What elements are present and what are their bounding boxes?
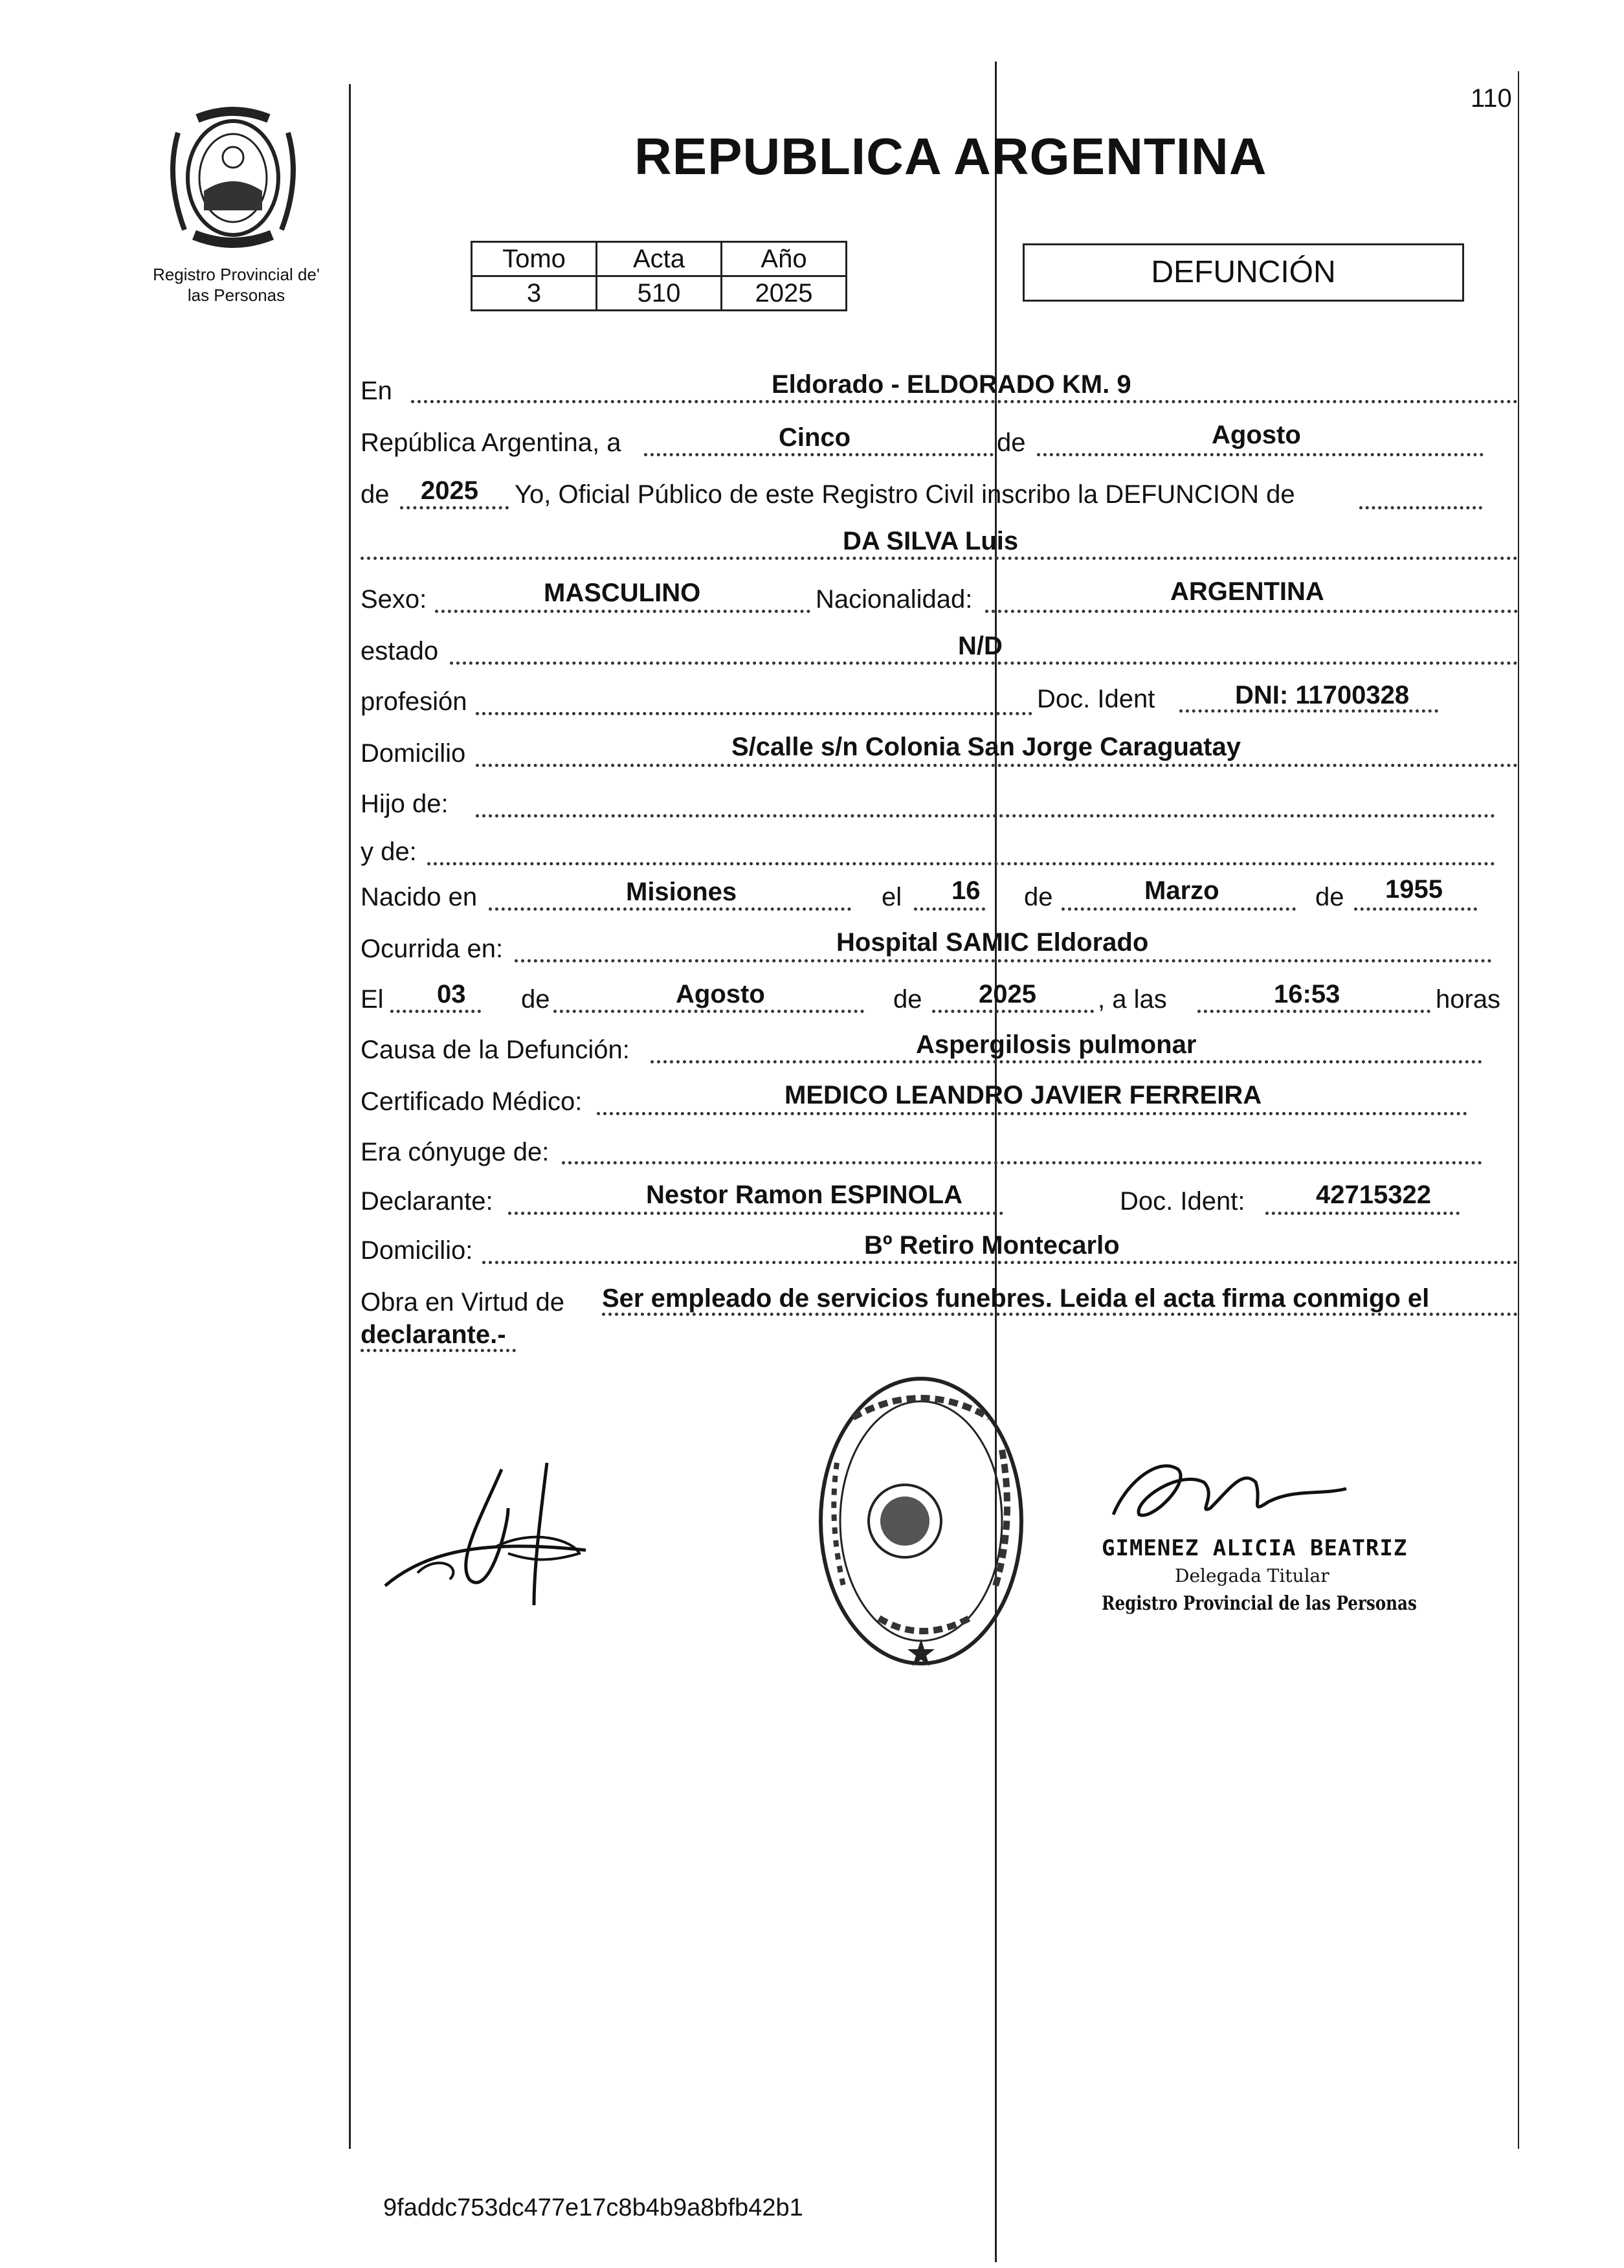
registry-line-2: las Personas: [187, 285, 285, 305]
deceased-name: DA SILVA Luis: [843, 527, 1019, 555]
birth-month-dots: [1062, 907, 1296, 911]
day-word: Cinco: [779, 423, 851, 452]
death-month: Agosto: [676, 980, 765, 1008]
obra-label: Obra en Virtud de: [361, 1288, 565, 1317]
page-title: REPUBLICA ARGENTINA: [634, 128, 1267, 185]
de-label-1: de: [997, 428, 1026, 457]
table-value-tomo: 3: [472, 276, 597, 311]
yo-dots: [1359, 506, 1482, 509]
domicilio2-value: Bº Retiro Montecarlo: [864, 1231, 1120, 1260]
sexo-label: Sexo:: [361, 585, 427, 614]
table-value-acta: 510: [597, 276, 722, 311]
ocurrida-label: Ocurrida en:: [361, 935, 504, 963]
causa-dots: [651, 1060, 1482, 1063]
certificado-label: Certificado Médico:: [361, 1087, 583, 1116]
certificado-dots: [597, 1112, 1467, 1115]
registry-line-1: Registro Provincial de': [153, 265, 320, 284]
official-name: GIMENEZ ALICIA BEATRIZ: [1102, 1535, 1408, 1561]
year-dots: [400, 506, 509, 509]
obra-value-line2: declarante.-: [361, 1320, 506, 1349]
profesion-label: profesión: [361, 687, 467, 716]
declarant-signature: [379, 1450, 625, 1618]
domicilio-dots: [476, 764, 1518, 767]
declarante-doc-value: 42715322: [1316, 1181, 1431, 1209]
estado-dots: [450, 662, 1518, 665]
el-label: el: [882, 883, 902, 911]
obra-dots-2: [361, 1349, 516, 1352]
right-margin-rule: [1518, 71, 1519, 2149]
birth-month: Marzo: [1144, 876, 1219, 905]
de-label-6: de: [893, 985, 922, 1014]
death-time: 16:53: [1274, 980, 1340, 1008]
table-header-acta: Acta: [597, 242, 722, 276]
table-value-anio: 2025: [722, 276, 847, 311]
document-hash: 9faddc753dc477e17c8b4b9a8bfb42b1: [383, 2194, 803, 2221]
left-margin-rule: [349, 84, 351, 2149]
en-value: Eldorado - ELDORADO KM. 9: [772, 370, 1131, 399]
nacido-value: Misiones: [626, 878, 737, 906]
estado-label: estado: [361, 637, 439, 665]
causa-value: Aspergilosis pulmonar: [916, 1030, 1197, 1059]
a-las-label: , a las: [1098, 985, 1167, 1014]
page-number: 110: [1471, 84, 1512, 113]
domicilio-label: Domicilio: [361, 739, 466, 768]
obra-dots-1: [602, 1313, 1518, 1316]
day-dots: [644, 453, 994, 456]
birth-day-dots: [914, 907, 985, 911]
horas-label: horas: [1436, 985, 1501, 1014]
birth-year-dots: [1354, 907, 1477, 911]
yo-text: Yo, Oficial Público de este Registro Civil inscribo la DEFUNCION de: [515, 480, 1295, 509]
declarante-dots: [508, 1212, 1003, 1215]
birth-year: 1955: [1385, 875, 1443, 904]
name-dots: [361, 557, 1518, 560]
table-header-tomo: Tomo: [472, 242, 597, 276]
en-dots: [411, 400, 1518, 403]
declarant-signature-icon: [379, 1450, 625, 1618]
declarante-value: Nestor Ramon ESPINOLA: [646, 1181, 962, 1209]
official-signature: [1100, 1443, 1359, 1534]
y-de-dots: [427, 862, 1495, 865]
obra-value-line1: Ser empleado de servicios funebres. Leida el acta firma conmigo el: [602, 1284, 1430, 1313]
causa-label: Causa de la Defunción:: [361, 1036, 630, 1064]
province-logo: [159, 107, 307, 249]
sexo-dots: [435, 610, 810, 613]
month-value: Agosto: [1212, 421, 1301, 449]
de-label-2: de: [361, 480, 390, 509]
record-table: [471, 241, 847, 311]
ocurrida-dots: [515, 959, 1492, 962]
nacido-dots: [489, 907, 851, 911]
profesion-dots: [476, 712, 1032, 715]
record-type-box: [1023, 243, 1464, 302]
death-year: 2025: [979, 980, 1036, 1008]
nacionalidad-label: Nacionalidad:: [816, 585, 973, 614]
hijo-dots: [476, 814, 1495, 817]
de-label-4: de: [1315, 883, 1344, 911]
domicilio-value: S/calle s/n Colonia San Jorge Caraguatay: [731, 733, 1241, 761]
nacionalidad-value: ARGENTINA: [1170, 577, 1324, 606]
birth-day: 16: [951, 876, 981, 905]
official-signature-icon: [1100, 1443, 1359, 1534]
nacionalidad-dots: [985, 610, 1518, 613]
death-time-dots: [1197, 1010, 1430, 1013]
declarante-label: Declarante:: [361, 1187, 493, 1216]
sexo-value: MASCULINO: [544, 579, 701, 607]
y-de-label: y de:: [361, 838, 417, 866]
ocurrida-value: Hospital SAMIC Eldorado: [836, 928, 1149, 957]
table-header-anio: Año: [722, 242, 847, 276]
conyuge-dots: [562, 1161, 1482, 1164]
declarante-doc-label: Doc. Ident:: [1120, 1187, 1245, 1216]
record-table-value-row: [472, 276, 847, 311]
republica-label: República Argentina, a: [361, 428, 621, 457]
en-label: En: [361, 377, 392, 405]
domicilio2-dots: [482, 1261, 1518, 1264]
death-day-dots: [390, 1010, 481, 1013]
record-table-header-row: [472, 242, 847, 276]
record-type: DEFUNCIÓN: [1151, 255, 1336, 289]
estado-value: N/D: [958, 632, 1003, 660]
conyuge-label: Era cónyuge de:: [361, 1138, 550, 1166]
doc-ident-value: DNI: 11700328: [1235, 681, 1410, 709]
registry-stamp-icon: [814, 1372, 1028, 1670]
death-year-dots: [932, 1010, 1094, 1013]
registry-caption: [129, 264, 343, 306]
de-label-5: de: [521, 985, 550, 1014]
official-stamp: [814, 1372, 1028, 1670]
hijo-label: Hijo de:: [361, 790, 449, 818]
official-title: Delegada Titular: [1175, 1565, 1329, 1586]
province-seal-icon: [159, 107, 307, 249]
death-day: 03: [437, 980, 466, 1008]
domicilio2-label: Domicilio:: [361, 1236, 473, 1265]
month-dots: [1037, 453, 1484, 456]
doc-ident-dots: [1179, 709, 1438, 713]
year-value: 2025: [421, 476, 478, 505]
nacido-label: Nacido en: [361, 883, 478, 911]
el-cap-label: El: [361, 985, 384, 1014]
death-month-dots: [553, 1010, 864, 1013]
doc-ident-label: Doc. Ident: [1037, 685, 1155, 713]
official-registry: Registro Provincial de las Personas: [1102, 1592, 1417, 1615]
de-label-3: de: [1024, 883, 1053, 911]
certificado-value: MEDICO LEANDRO JAVIER FERREIRA: [784, 1081, 1262, 1109]
declarante-doc-dots: [1265, 1212, 1460, 1215]
